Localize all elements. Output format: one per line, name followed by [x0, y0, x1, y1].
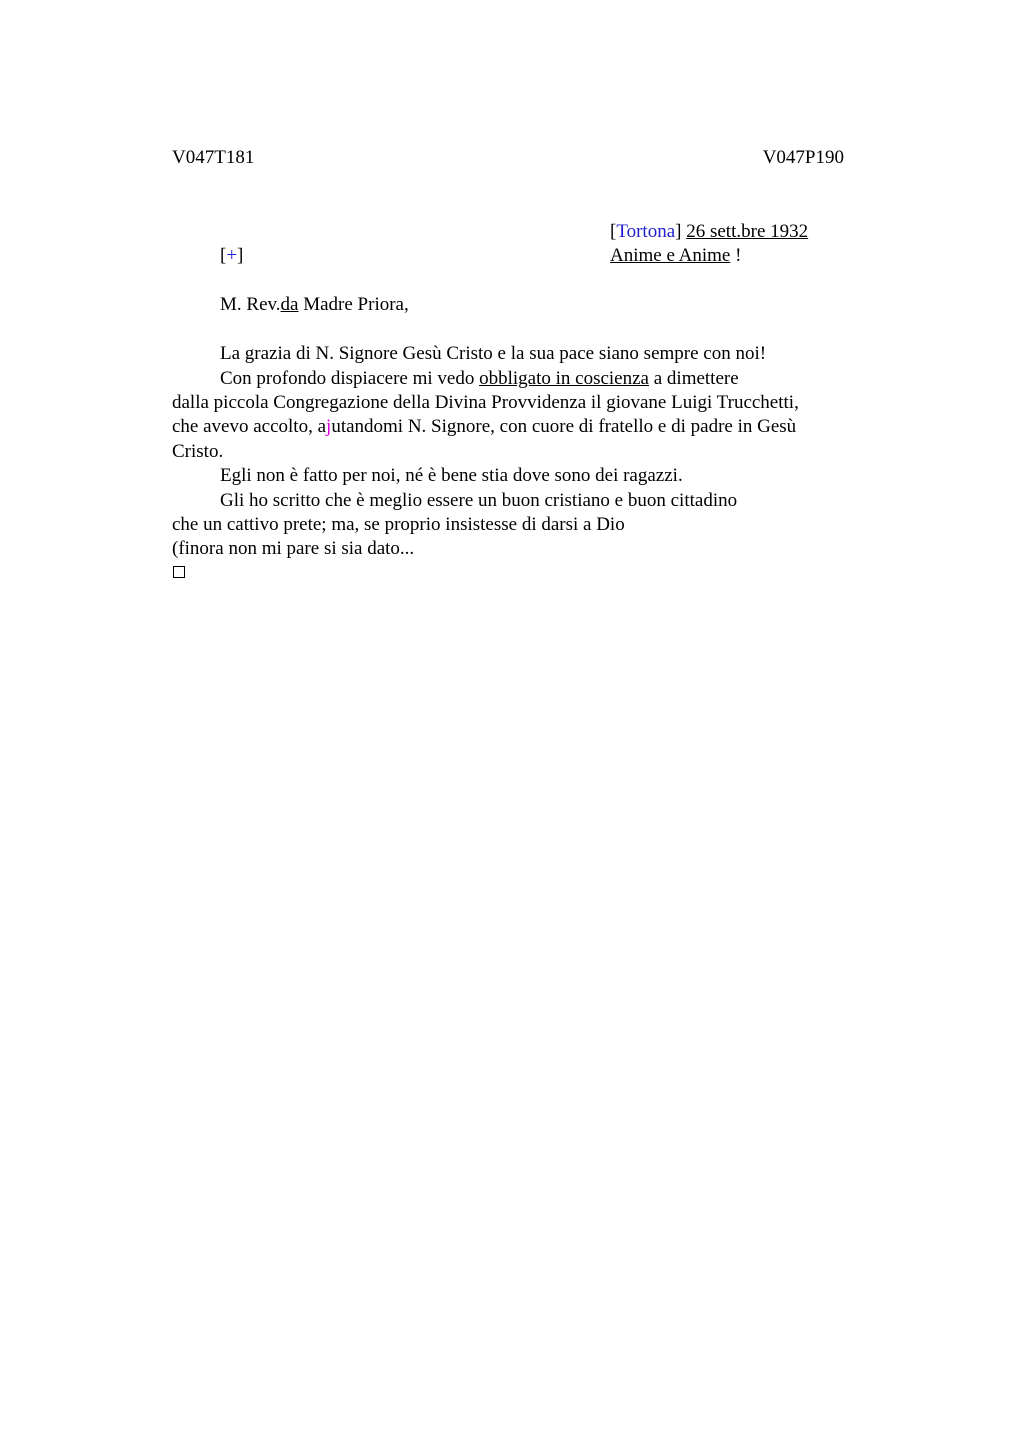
cross-mark: [220, 244, 243, 268]
salutation-abbrev: da: [280, 294, 299, 315]
body-line-4-mark: j: [326, 416, 332, 437]
motto-suffix: !: [730, 245, 742, 266]
body-line-4-pre: che avevo accolto, a: [172, 416, 327, 437]
body-line-8: che un cattivo prete; ma, se proprio insistesse di darsi a Dio: [172, 514, 625, 535]
body-line-7: Gli ho scritto che è meglio essere un buon cristiano e buon cittadino: [220, 490, 738, 511]
bracket-open: [: [610, 221, 617, 242]
salutation-prefix: M. Rev.: [220, 294, 281, 315]
body-line-2-pre: Con profondo dispiacere mi vedo: [220, 368, 480, 389]
motto-line: [610, 244, 741, 268]
dateline: [610, 220, 808, 244]
salutation: [220, 293, 409, 317]
cross-symbol: +: [226, 245, 238, 266]
body-line-3: dalla piccola Congregazione della Divina Provvidenza il giovane Luigi Trucchetti,: [172, 392, 799, 413]
body-line-4: [172, 415, 796, 439]
body-line-2-post: a dimettere: [648, 368, 739, 389]
cross-bracket-close: ]: [237, 245, 244, 266]
document-code-right: V047P190: [762, 147, 844, 168]
salutation-rest: Madre Priora,: [298, 294, 409, 315]
empty-square-mark: [173, 566, 185, 578]
bracket-close: ]: [675, 221, 682, 242]
cross-bracket-open: [: [220, 245, 227, 266]
body-line-4-post: utandomi N. Signore, con cuore di fratello e di padre in Gesù: [331, 416, 797, 437]
body-line-1: La grazia di N. Signore Gesù Cristo e la sua pace siano sempre con noi!: [220, 343, 767, 364]
letter-date: 26 sett.bre 1932: [686, 221, 809, 242]
place-name: Tortona: [616, 221, 676, 242]
body-line-6: Egli non è fatto per noi, né è bene stia dove sono dei ragazzi.: [220, 465, 683, 486]
document-code-left: V047T181: [172, 147, 255, 168]
body-line-2-underlined: obbligato in coscienza: [479, 368, 649, 389]
motto: Anime e Anime: [610, 245, 731, 266]
body-line-9: (finora non mi pare si sia dato...: [172, 538, 415, 559]
body-line-5: Cristo.: [172, 441, 224, 462]
body-line-2: [220, 367, 739, 391]
